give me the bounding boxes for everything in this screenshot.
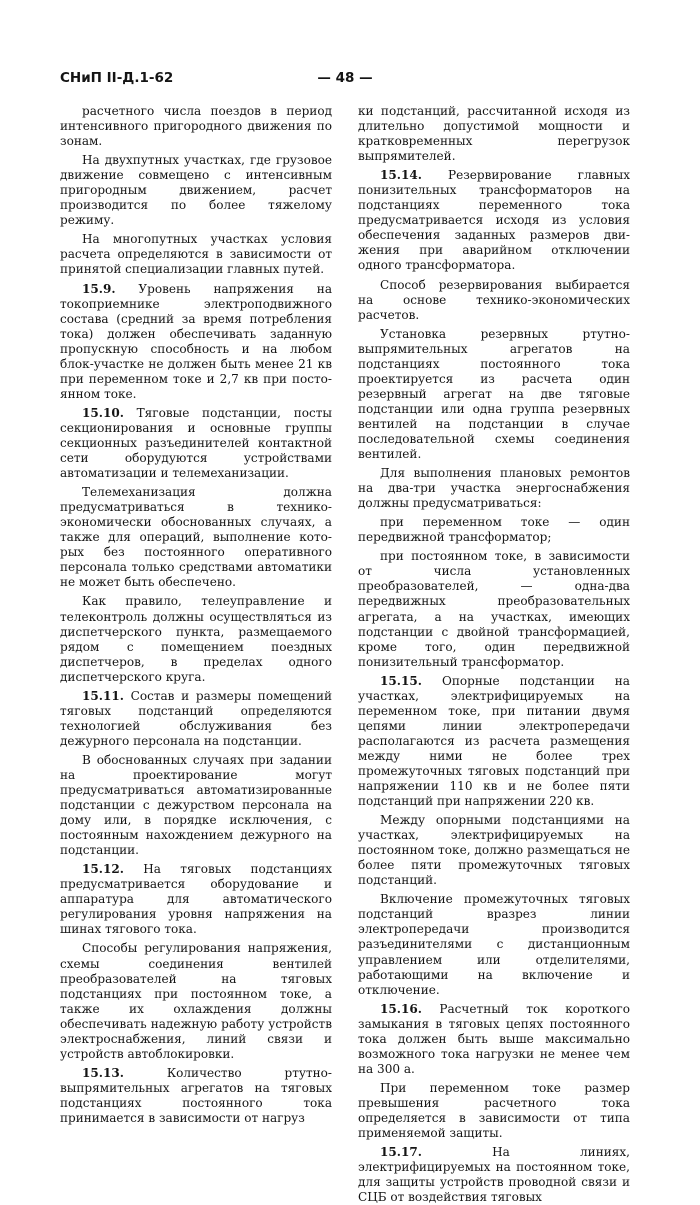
document-code: СНиП II-Д.1-62 — [60, 70, 174, 86]
section-number: 15.14. — [380, 168, 422, 183]
paragraph-text: Включение промежуточных тяговых подстанций вразрез линии электропередачи производится разъединителями с дистанционным управлением или отделителями, работающими на включение и отключение. — [358, 892, 630, 997]
paragraph-text: Уровень напряжения на токоприемнике электроподвижного состава (средний за время потребления тока) должен обеспечивать заданную пропускную способность и на любом блок-участке не должен быть менее 21 кв при переменном токе и 2,7 кв при постоянном токе. — [60, 281, 332, 401]
paragraph — [358, 549, 630, 669]
paragraph — [60, 282, 332, 402]
paragraph — [358, 1145, 630, 1205]
paragraph-text: при переменном токе — один передвижной трансформатор; — [358, 515, 630, 545]
paragraph — [60, 232, 332, 277]
paragraph — [358, 278, 630, 323]
paragraph-text: На многопутных участках условия расчета определяются в зависимости от принятой специализации главных путей. — [60, 232, 332, 277]
paragraph-text: Расчетный ток короткого замыкания в тяговых цепях постоянного тока должен быть выше максимально возможного тока нагрузки не менее чем на 300 а. — [358, 1001, 630, 1076]
paragraph — [60, 594, 332, 684]
paragraph — [358, 813, 630, 888]
left-column — [60, 104, 332, 1126]
paragraph-text: Установка резервных ртутно-выпрямительных агрегатов на подстанциях постоянного тока проектируется из расчета один резервный агрегат на две тяговые подстанции или одна группа резервных вентилей на подстанции в случае последовательной схемы соединения вентилей. — [358, 326, 630, 462]
paragraph-text: ки подстанций, рассчитанной исходя из длительно допустимой мощности и кратковременных перегрузок выпрямителей. — [358, 104, 630, 164]
section-number: 15.17. — [380, 1145, 422, 1160]
paragraph-text: В обоснованных случаях при задании на проектирование могут предусматриваться автоматизированные подстанции с дежурством персонала на дому или, в порядке исключения, с постоянным нахождением дежурного на подстанции. — [60, 752, 332, 858]
paragraph — [358, 327, 630, 462]
paragraph — [60, 406, 332, 481]
paragraph — [358, 104, 630, 164]
page-number: — 48 — — [317, 70, 373, 86]
section-number: 15.10. — [82, 405, 124, 420]
paragraph-text: На линиях, электрифицируемых на постоянном токе, для защиты устройств проводной связи и СЦБ от воздействия тяговых — [358, 1145, 630, 1205]
paragraph — [358, 892, 630, 997]
paragraph — [358, 168, 630, 273]
paragraph-text: Опорные подстанции на участках, электрифицируемых на переменном токе, при питании двумя цепями линии электропередачи располагаются из расчета размещения между ними не более трех промежуточных тяговых подстанций при напряжении 110 кв и не более пяти подстанций при напряжении 220 кв. — [358, 673, 630, 809]
paragraph — [60, 862, 332, 937]
section-number: 15.15. — [380, 673, 422, 688]
paragraph — [60, 753, 332, 858]
paragraph — [358, 1002, 630, 1077]
paragraph-text: Способ резервирования выбирается на основе технико-экономических расчетов. — [358, 277, 630, 322]
paragraph — [60, 485, 332, 590]
paragraph-text: Между опорными подстанциями на участках, электрифицируемых на постоянном токе, должно размещаться не более пяти промежуточных тяговых подстанций. — [358, 813, 630, 888]
paragraph-text: расчетного числа поездов в период интенсивного пригородного движения по зонам. — [60, 104, 332, 149]
paragraph — [358, 466, 630, 511]
section-number: 15.13. — [82, 1065, 124, 1080]
paragraph-text: Для выполнения плановых ремонтов на два-три участка энергоснабжения должны предусматриваться: — [358, 466, 630, 511]
right-column — [358, 104, 630, 1205]
paragraph — [60, 104, 332, 149]
section-number: 15.12. — [82, 862, 124, 877]
paragraph — [60, 689, 332, 749]
paragraph — [60, 1066, 332, 1126]
paragraph-text: Способы регулирования напряжения, схемы соединения вентилей преобразователей на тяговых подстанциях при постоянном токе, а также их охлаждения должны обеспечивать надежную работу устройств электроснабжения, линий связи и устройств автоблокировки. — [60, 941, 332, 1061]
paragraph — [60, 153, 332, 228]
page-header — [60, 70, 630, 92]
paragraph-text: Резервирование главных понизительных трансформаторов на подстанциях переменного тока предусматривается исходя из условия обеспечения заданных размеров движения при аварийном отключении одного трансформатора. — [358, 168, 630, 273]
paragraph-text: Состав и размеры помещений тяговых подстанций определяются технологией обслуживания без дежурного персонала на подстанции. — [60, 688, 332, 748]
paragraph — [358, 1081, 630, 1141]
section-number: 15.11. — [82, 688, 124, 703]
paragraph-text: На тяговых подстанциях предусматривается оборудование и аппаратура для автоматического регулирования уровня напряжения на шинах тягового тока. — [60, 862, 332, 937]
section-number: 15.9. — [82, 281, 116, 296]
paragraph-text: Тяговые подстанции, посты секционирования и основные группы секционных разъединителей контактной сети оборудуются устройствами автоматизации и телемеханизации. — [60, 405, 332, 481]
paragraph-text: Как правило, телеуправление и телеконтроль должны осуществляться из диспетчерского пункта, размещаемого рядом с помещением поездных диспетчеров, в пределах одного диспетчерского круга. — [60, 594, 332, 684]
section-number: 15.16. — [380, 1001, 422, 1016]
paragraph — [358, 515, 630, 545]
paragraph-text: при постоянном токе, в зависимости от числа установленных преобразователей, — одна-два передвижных преобразовательных агрегата, а на участках, имеющих подстанции с двойной трансформацией, кроме того, один передвижной понизительный трансформатор. — [358, 549, 630, 669]
paragraph — [60, 941, 332, 1061]
paragraph — [358, 674, 630, 809]
paragraph-text: Телемеханизация должна предусматриваться в технико-экономически обоснованных случаях, а также для операций, выполнение которых без постоянного оперативного персонала только средствами автоматики не может быть обеспечено. — [60, 485, 332, 590]
paragraph-text: На двухпутных участках, где грузовое движение совмещено с интенсивным пригородным движением, расчет производится по более тяжелому режиму. — [60, 153, 332, 228]
paragraph-text: Количество ртутно-выпрямительных агрегатов на тяговых подстанциях постоянного тока принимается в зависимости от нагруз — [60, 1065, 332, 1125]
paragraph-text: При переменном токе размер превышения расчетного тока определяется в зависимости от типа применяемой защиты. — [358, 1080, 630, 1141]
